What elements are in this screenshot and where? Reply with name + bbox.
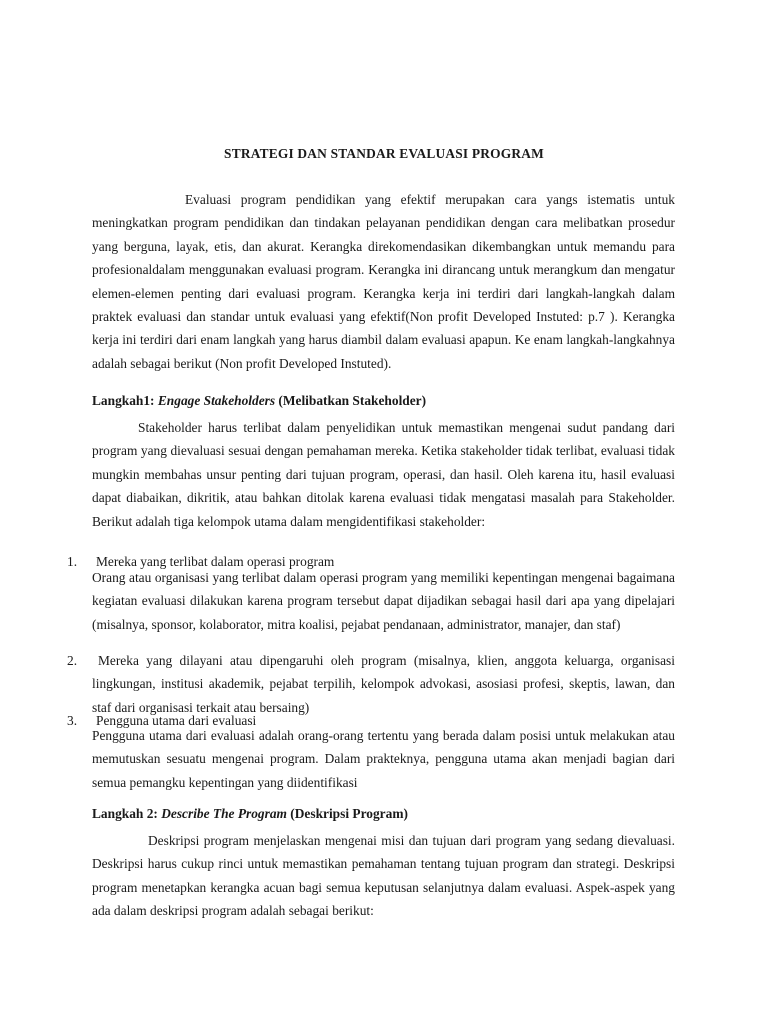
step2-heading	[92, 806, 408, 822]
step2-prefix: Langkah 2:	[92, 806, 162, 821]
step2-italic: Describe The Program	[161, 806, 287, 821]
step2-suffix: (Deskripsi Program)	[286, 806, 408, 821]
step1-paragraph: Stakeholder harus terlibat dalam penyelidikan untuk memastikan mengenai sudut pandang dari program yang dievaluasi sesuai dengan pemahaman mereka. Ketika stakeholder tidak terlibat, evaluasi tidak mungkin membahas unsur penting dari tujuan program, operasi, dan hasil. Oleh karena itu, hasil evaluasi dapat diabaikan, dikritik, atau bahkan ditolak karena evaluasi tidak mengatasi masalah para Stakeholder. Berikut adalah tiga kelompok utama dalam mengidentifikasi stakeholder:	[92, 420, 675, 529]
list-item-title: Mereka yang terlibat dalam operasi program	[96, 554, 335, 569]
step1-prefix: Langkah1:	[92, 393, 158, 408]
step2-paragraph: Deskripsi program menjelaskan mengenai misi dan tujuan dari program yang sedang dievaluasi. Deskripsi harus cukup rinci untuk memastikan pemahaman tentang tujuan program dan strategi. Deskripsi program menetapkan kerangka acuan bagi semua keputusan selanjutnya dalam evaluasi. Aspek-aspek yang ada dalam deskripsi program adalah sebagai berikut:	[92, 833, 675, 919]
list-number: 2.	[67, 653, 78, 668]
list-item-body: Orang atau organisasi yang terlibat dalam operasi program yang memiliki kepentingan mengenai bagaimana kegiatan evaluasi dilakukan karena program tersebut dapat dijadikan sebagai hasil dari apa yang dipelajari (misalnya, sponsor, kolaborator, mitra koalisi, pejabat pendanaan, administrator, manajer, dan staf)	[92, 570, 675, 632]
list-item-title: Mereka yang dilayani atau dipengaruhi oleh program (misalnya, klien, anggota keluarga, organisasi lingkungan, institusi akademik, pejabat terpilih, kelompok advokasi, asosiasi profesi, skeptis, lawan, dan staf dari organisasi terkait atau bersaing)	[92, 653, 675, 715]
step1-suffix: (Melibatkan Stakeholder)	[275, 393, 427, 408]
page-title: STRATEGI DAN STANDAR EVALUASI PROGRAM	[224, 146, 544, 161]
step1-heading	[92, 393, 426, 409]
list-number: 1.	[67, 554, 78, 569]
list-item-body: Pengguna utama dari evaluasi adalah orang-orang tertentu yang berada dalam posisi untuk melakukan atau memutuskan sesuatu mengenai program. Dalam prakteknya, pengguna utama akan menjadi bagian dari semua pemangku kepentingan yang diidentifikasi	[92, 728, 675, 790]
step1-italic: Engage Stakeholders	[157, 393, 276, 408]
list-number: 3.	[67, 713, 78, 728]
intro-paragraph: Evaluasi program pendidikan yang efektif merupakan cara yangs istematis untuk meningkatkan program pendidikan dan tindakan pelayanan pendidikan dengan cara melibatkan prosedur yang berguna, layak, etis, dan akurat. Kerangka direkomendasikan dikembangkan untuk memandu para profesionaldalam menggunakan evaluasi program. Kerangka ini dirancang untuk merangkum dan mengatur elemen-elemen penting dari evaluasi program. Kerangka kerja ini terdiri dari langkah-langkah dalam praktek evaluasi dan standar untuk evaluasi yang efektif(Non profit Developed Instuted: p.7 ). Kerangka kerja ini terdiri dari enam langkah yang harus diambil dalam evaluasi apapun. Ke enam langkah-langkahnya adalah sebagai berikut (Non profit Developed Instuted).	[92, 192, 675, 371]
list-item-title: Pengguna utama dari evaluasi	[96, 713, 257, 728]
